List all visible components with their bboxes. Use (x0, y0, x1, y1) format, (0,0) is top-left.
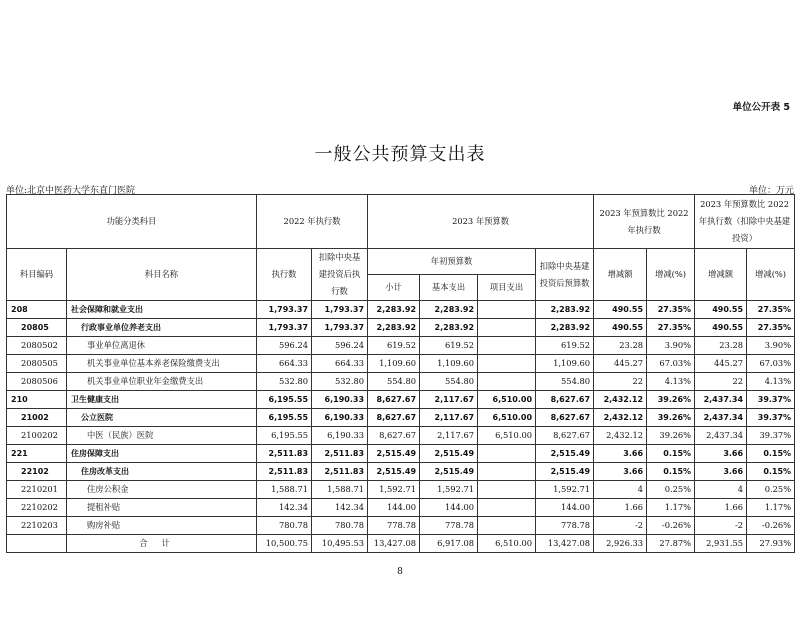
cell-basic: 144.00 (420, 499, 478, 517)
cell-increase-pct-2: 67.03% (747, 355, 795, 373)
cell-increase-pct: 0.25% (647, 481, 695, 499)
cell-increase-pct-2: 39.37% (747, 409, 795, 427)
header-exec-amount: 执行数 (257, 249, 312, 301)
cell-project (478, 481, 536, 499)
unit-currency: 单位：万元 (748, 186, 794, 196)
cell-increase-amount-2: 445.27 (695, 355, 747, 373)
cell-increase-pct-2: 4.13% (747, 373, 795, 391)
cell-basic: 2,283.92 (420, 301, 478, 319)
header-project: 项目支出 (478, 275, 536, 301)
cell-exec-excl: 780.78 (312, 517, 368, 535)
table-row (7, 445, 795, 463)
total-cell-increase-pct-2: 27.93% (747, 535, 795, 553)
total-cell-increase-amount: 2,926.33 (594, 535, 647, 553)
cell-increase-pct: 0.15% (647, 463, 695, 481)
cell-subject-code: 208 (7, 301, 67, 319)
cell-project (478, 517, 536, 535)
cell-increase-pct-2: -0.26% (747, 517, 795, 535)
cell-increase-pct: 39.26% (647, 427, 695, 445)
cell-increase-pct-2: 27.35% (747, 319, 795, 337)
cell-project (478, 445, 536, 463)
cell-project (478, 463, 536, 481)
cell-project: 6,510.00 (478, 391, 536, 409)
table-row (7, 517, 795, 535)
cell-subtotal: 144.00 (368, 499, 420, 517)
cell-subject-code: 2100202 (7, 427, 67, 445)
cell-subtotal: 8,627.67 (368, 409, 420, 427)
cell-project (478, 355, 536, 373)
header-func-category: 功能分类科目 (7, 195, 257, 249)
header-exec-2022: 2022 年执行数 (257, 195, 368, 249)
cell-exec: 6,195.55 (257, 409, 312, 427)
cell-subject-code: 2210202 (7, 499, 67, 517)
total-row (7, 535, 795, 553)
cell-project: 6,510.00 (478, 409, 536, 427)
cell-increase-amount: 3.66 (594, 463, 647, 481)
cell-subject-code: 2210201 (7, 481, 67, 499)
total-cell-basic: 6,917.08 (420, 535, 478, 553)
cell-increase-amount: 2,432.12 (594, 391, 647, 409)
cell-project: 6,510.00 (478, 427, 536, 445)
cell-increase-pct: 67.03% (647, 355, 695, 373)
total-cell-exec-excl: 10,495.53 (312, 535, 368, 553)
page-number: 8 (397, 567, 403, 577)
cell-subject-code: 2080502 (7, 337, 67, 355)
cell-exec: 596.24 (257, 337, 312, 355)
cell-exec: 1,793.37 (257, 301, 312, 319)
cell-subject-name: 机关事业单位职业年金缴费支出 (67, 373, 257, 391)
header-annual-budget: 年初预算数 (368, 249, 536, 275)
cell-increase-amount-2: 2,437.34 (695, 409, 747, 427)
cell-budget-excl: 2,283.92 (536, 319, 594, 337)
cell-increase-pct-2: 39.37% (747, 391, 795, 409)
cell-budget-excl: 8,627.67 (536, 391, 594, 409)
cell-exec-excl: 6,190.33 (312, 427, 368, 445)
cell-subject-name: 住房公积金 (67, 481, 257, 499)
cell-basic: 778.78 (420, 517, 478, 535)
total-cell-exec: 10,500.75 (257, 535, 312, 553)
cell-budget-excl: 778.78 (536, 517, 594, 535)
cell-increase-pct: 27.35% (647, 319, 695, 337)
cell-exec-excl: 1,793.37 (312, 319, 368, 337)
cell-subject-name: 中医（民族）医院 (67, 427, 257, 445)
cell-budget-excl: 1,592.71 (536, 481, 594, 499)
cell-subtotal: 554.80 (368, 373, 420, 391)
cell-exec-excl: 1,588.71 (312, 481, 368, 499)
cell-subtotal: 619.52 (368, 337, 420, 355)
cell-basic: 2,117.67 (420, 391, 478, 409)
cell-subject-name: 公立医院 (67, 409, 257, 427)
cell-budget-excl: 8,627.67 (536, 409, 594, 427)
header-exec-excl: 扣除中央基建投资后执行数 (312, 249, 368, 301)
cell-exec-excl: 596.24 (312, 337, 368, 355)
cell-basic: 2,117.67 (420, 409, 478, 427)
cell-budget-excl: 144.00 (536, 499, 594, 517)
table-row (7, 391, 795, 409)
cell-increase-pct: 0.15% (647, 445, 695, 463)
cell-subject-code: 22102 (7, 463, 67, 481)
total-label: 合计 (67, 535, 257, 553)
cell-subtotal: 2,515.49 (368, 463, 420, 481)
cell-total-code (7, 535, 67, 553)
cell-increase-amount-2: 3.66 (695, 445, 747, 463)
cell-subject-name: 社会保障和就业支出 (67, 301, 257, 319)
cell-basic: 2,283.92 (420, 319, 478, 337)
cell-increase-pct-2: 0.25% (747, 481, 795, 499)
cell-project (478, 337, 536, 355)
cell-budget-excl: 2,283.92 (536, 301, 594, 319)
cell-increase-amount-2: -2 (695, 517, 747, 535)
cell-exec-excl: 2,511.83 (312, 445, 368, 463)
cell-exec: 1,793.37 (257, 319, 312, 337)
cell-budget-excl: 554.80 (536, 373, 594, 391)
cell-exec-excl: 6,190.33 (312, 391, 368, 409)
total-cell-increase-pct: 27.87% (647, 535, 695, 553)
header-compare-exec-adjusted: 2023 年预算数比 2022 年执行数（扣除中央基建投资） (695, 195, 795, 249)
cell-budget-excl: 2,515.49 (536, 445, 594, 463)
cell-exec-excl: 664.33 (312, 355, 368, 373)
cell-increase-amount: 445.27 (594, 355, 647, 373)
cell-increase-pct-2: 3.90% (747, 337, 795, 355)
header-budget-2023: 2023 年预算数 (368, 195, 594, 249)
table-row (7, 463, 795, 481)
cell-increase-amount: 490.55 (594, 319, 647, 337)
table-row (7, 355, 795, 373)
cell-exec-excl: 532.80 (312, 373, 368, 391)
cell-exec: 142.34 (257, 499, 312, 517)
cell-basic: 2,117.67 (420, 427, 478, 445)
table-row (7, 319, 795, 337)
cell-subtotal: 2,283.92 (368, 319, 420, 337)
header-increase-pct-2: 增减(%) (747, 249, 795, 301)
table-row (7, 427, 795, 445)
cell-basic: 554.80 (420, 373, 478, 391)
cell-exec: 1,588.71 (257, 481, 312, 499)
cell-increase-amount-2: 2,437.34 (695, 427, 747, 445)
cell-exec: 6,195.55 (257, 427, 312, 445)
cell-exec-excl: 6,190.33 (312, 409, 368, 427)
cell-basic: 2,515.49 (420, 463, 478, 481)
cell-subject-name: 住房改革支出 (67, 463, 257, 481)
cell-subject-name: 卫生健康支出 (67, 391, 257, 409)
header-compare-exec: 2023 年预算数比 2022 年执行数 (594, 195, 695, 249)
total-cell-budget-excl: 13,427.08 (536, 535, 594, 553)
table-row (7, 481, 795, 499)
total-cell-subtotal: 13,427.08 (368, 535, 420, 553)
unit-organization: 单位:北京中医药大学东直门医院 (6, 186, 136, 196)
cell-increase-amount-2: 490.55 (695, 319, 747, 337)
header-increase-amount: 增减额 (594, 249, 647, 301)
cell-increase-pct: -0.26% (647, 517, 695, 535)
cell-subject-code: 210 (7, 391, 67, 409)
table-row (7, 499, 795, 517)
cell-subject-name: 住房保障支出 (67, 445, 257, 463)
total-cell-project: 6,510.00 (478, 535, 536, 553)
cell-exec: 2,511.83 (257, 463, 312, 481)
cell-budget-excl: 619.52 (536, 337, 594, 355)
cell-basic: 619.52 (420, 337, 478, 355)
cell-project (478, 373, 536, 391)
cell-exec: 6,195.55 (257, 391, 312, 409)
cell-subtotal: 8,627.67 (368, 391, 420, 409)
cell-budget-excl: 1,109.60 (536, 355, 594, 373)
cell-increase-amount: 22 (594, 373, 647, 391)
cell-increase-amount-2: 1.66 (695, 499, 747, 517)
cell-increase-amount: 3.66 (594, 445, 647, 463)
table-row (7, 373, 795, 391)
cell-increase-pct: 1.17% (647, 499, 695, 517)
cell-exec-excl: 2,511.83 (312, 463, 368, 481)
cell-increase-pct: 3.90% (647, 337, 695, 355)
total-cell-increase-amount-2: 2,931.55 (695, 535, 747, 553)
cell-subject-code: 20805 (7, 319, 67, 337)
budget-table (6, 194, 795, 553)
cell-increase-amount: -2 (594, 517, 647, 535)
cell-subject-code: 2080506 (7, 373, 67, 391)
cell-increase-pct-2: 27.35% (747, 301, 795, 319)
header-subject-name: 科目名称 (67, 249, 257, 301)
cell-increase-amount-2: 2,437.34 (695, 391, 747, 409)
cell-increase-pct-2: 0.15% (747, 445, 795, 463)
cell-increase-amount-2: 4 (695, 481, 747, 499)
cell-subject-name: 事业单位离退休 (67, 337, 257, 355)
cell-exec-excl: 142.34 (312, 499, 368, 517)
cell-increase-amount: 4 (594, 481, 647, 499)
cell-exec: 780.78 (257, 517, 312, 535)
cell-subject-name: 行政事业单位养老支出 (67, 319, 257, 337)
cell-basic: 2,515.49 (420, 445, 478, 463)
cell-increase-pct: 39.26% (647, 409, 695, 427)
cell-increase-pct-2: 1.17% (747, 499, 795, 517)
header-increase-amount-2: 增减额 (695, 249, 747, 301)
cell-project (478, 301, 536, 319)
cell-subject-code: 221 (7, 445, 67, 463)
cell-basic: 1,592.71 (420, 481, 478, 499)
header-increase-pct: 增减(%) (647, 249, 695, 301)
cell-exec: 2,511.83 (257, 445, 312, 463)
cell-subject-code: 21002 (7, 409, 67, 427)
cell-subtotal: 1,109.60 (368, 355, 420, 373)
cell-exec-excl: 1,793.37 (312, 301, 368, 319)
cell-subject-name: 提租补贴 (67, 499, 257, 517)
cell-increase-amount-2: 23.28 (695, 337, 747, 355)
cell-subtotal: 2,515.49 (368, 445, 420, 463)
cell-project (478, 319, 536, 337)
cell-increase-pct-2: 0.15% (747, 463, 795, 481)
cell-project (478, 499, 536, 517)
page-title: 一般公共预算支出表 (314, 144, 486, 165)
cell-increase-pct: 27.35% (647, 301, 695, 319)
cell-subject-name: 购房补贴 (67, 517, 257, 535)
table-row (7, 337, 795, 355)
cell-increase-pct-2: 39.37% (747, 427, 795, 445)
cell-subject-code: 2210203 (7, 517, 67, 535)
table-row (7, 301, 795, 319)
cell-budget-excl: 8,627.67 (536, 427, 594, 445)
header-subject-code: 科目编码 (7, 249, 67, 301)
header-subtotal: 小计 (368, 275, 420, 301)
cell-increase-amount: 2,432.12 (594, 409, 647, 427)
form-code: 单位公开表 5 (732, 102, 790, 113)
cell-increase-amount: 1.66 (594, 499, 647, 517)
cell-subtotal: 1,592.71 (368, 481, 420, 499)
cell-subtotal: 778.78 (368, 517, 420, 535)
cell-increase-amount-2: 22 (695, 373, 747, 391)
cell-subtotal: 8,627.67 (368, 427, 420, 445)
cell-basic: 1,109.60 (420, 355, 478, 373)
cell-increase-amount-2: 490.55 (695, 301, 747, 319)
cell-increase-amount: 490.55 (594, 301, 647, 319)
cell-increase-amount-2: 3.66 (695, 463, 747, 481)
cell-subject-name: 机关事业单位基本养老保险缴费支出 (67, 355, 257, 373)
cell-increase-amount: 23.28 (594, 337, 647, 355)
cell-subject-code: 2080505 (7, 355, 67, 373)
cell-budget-excl: 2,515.49 (536, 463, 594, 481)
cell-exec: 532.80 (257, 373, 312, 391)
header-basic: 基本支出 (420, 275, 478, 301)
cell-increase-amount: 2,432.12 (594, 427, 647, 445)
cell-increase-pct: 39.26% (647, 391, 695, 409)
cell-increase-pct: 4.13% (647, 373, 695, 391)
header-budget-excl: 扣除中央基建投资后预算数 (536, 249, 594, 301)
table-row (7, 409, 795, 427)
cell-subtotal: 2,283.92 (368, 301, 420, 319)
cell-exec: 664.33 (257, 355, 312, 373)
